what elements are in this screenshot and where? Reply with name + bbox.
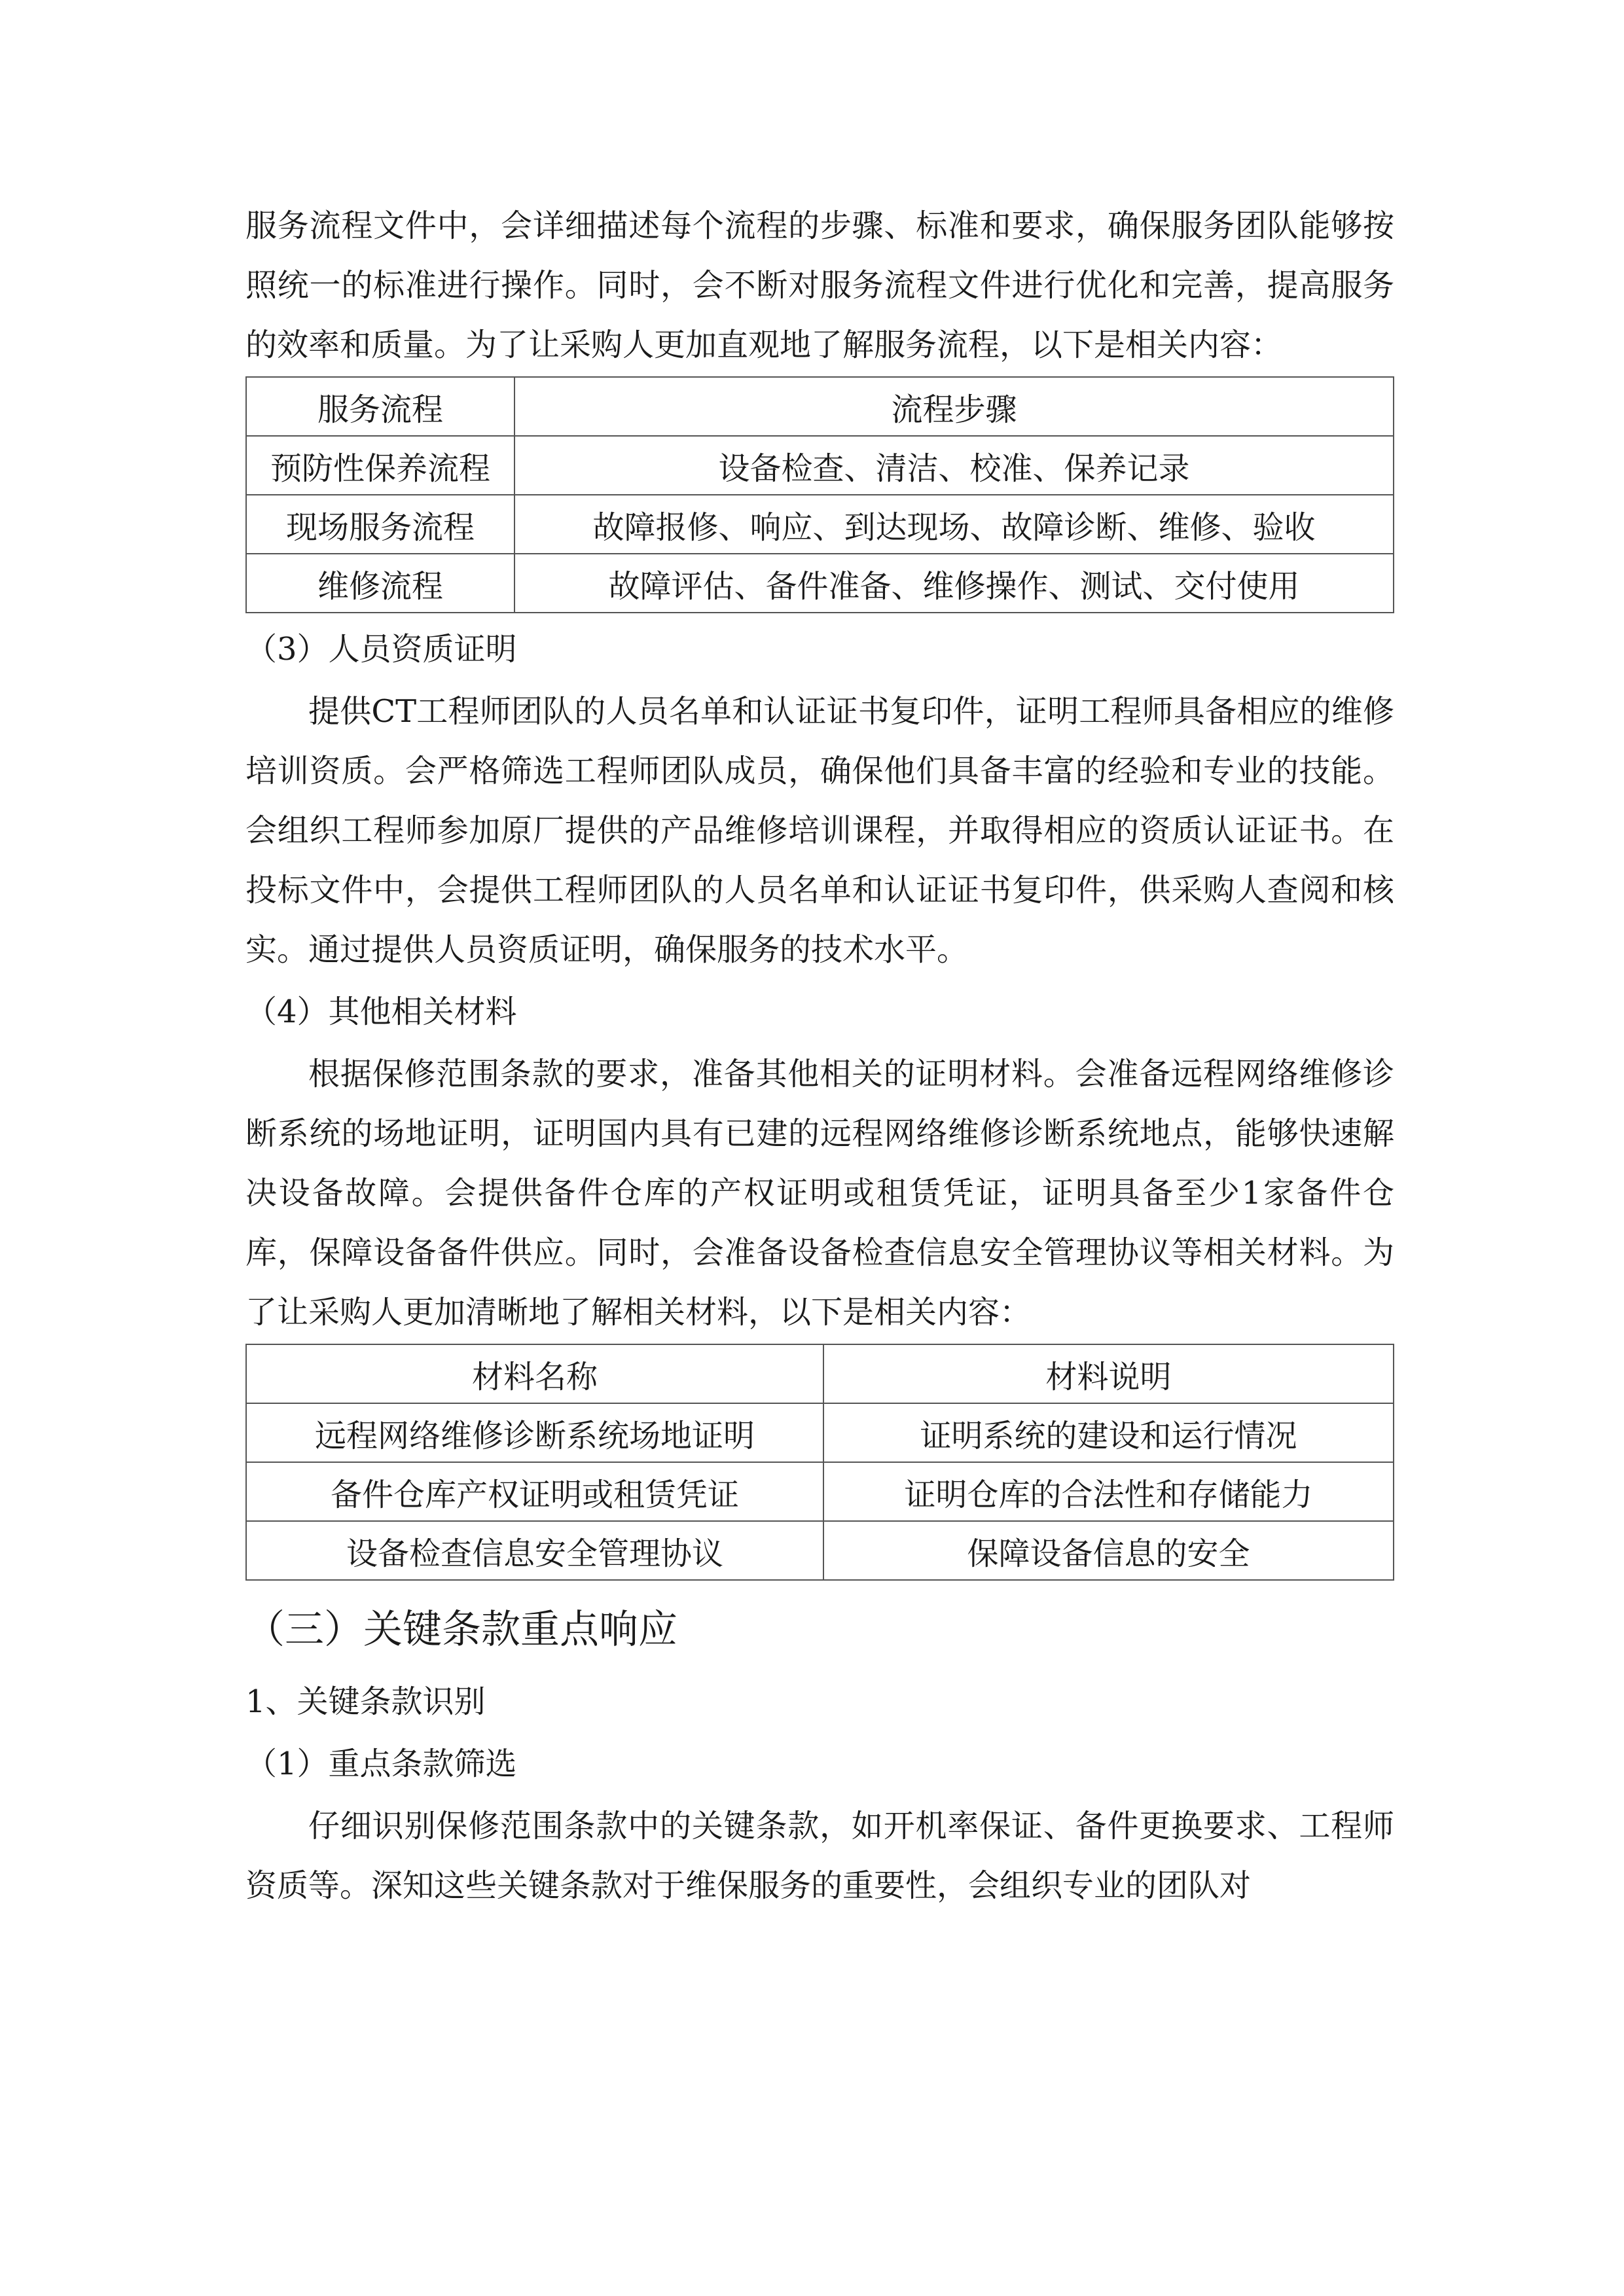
service-process-table (245, 376, 1394, 613)
table-cell: 维修流程 (246, 554, 514, 613)
intro-paragraph: 服务流程文件中，会详细描述每个流程的步骤、标准和要求，确保服务团队能够按照统一的标准进行操作。同时，会不断对服务流程文件进行优化和完善，提高服务的效率和质量。为了让采购人更加直观地了解服务流程，以下是相关内容： (245, 207, 1394, 363)
table-header-cell: 服务流程 (246, 377, 514, 436)
other-materials-paragraph: 根据保修范围条款的要求，准备其他相关的证明材料。会准备远程网络维修诊断系统的场地证明，证明国内具有已建的远程网络维修诊断系统地点，能够快速解决设备故障。会提供备件仓库的产权证明或租赁凭证，证明具备至少1家备件仓库，保障设备备件供应。同时，会准备设备检查信息安全管理协议等相关材料。为了让采购人更加清晰地了解相关材料，以下是相关内容： (245, 1056, 1394, 1331)
table-cell: 证明系统的建设和运行情况 (823, 1403, 1394, 1462)
table-row (246, 1462, 1394, 1521)
materials-table (245, 1344, 1394, 1581)
table-row (246, 436, 1394, 495)
personnel-qualification-paragraph: 提供CT工程师团队的人员名单和认证证书复印件，证明工程师具备相应的维修培训资质。会严格筛选工程师团队成员，确保他们具备丰富的经验和专业的技能。会组织工程师参加原厂提供的产品维修培训课程，并取得相应的资质认证证书。在投标文件中，会提供工程师团队的人员名单和认证证书复印件，供采购人查阅和核实。通过提供人员资质证明，确保服务的技术水平。 (245, 693, 1394, 968)
table-cell: 证明仓库的合法性和存储能力 (823, 1462, 1394, 1521)
table-cell: 保障设备信息的安全 (823, 1521, 1394, 1580)
table-header-cell: 材料名称 (246, 1344, 823, 1403)
table-cell: 预防性保养流程 (246, 436, 514, 495)
subheading-other-materials: （4）其他相关材料 (245, 994, 517, 1030)
item-heading-key-clause-identification: 1、关键条款识别 (245, 1683, 486, 1720)
table-cell: 故障评估、备件准备、维修操作、测试、交付使用 (514, 554, 1394, 613)
table-row (246, 1403, 1394, 1462)
table-cell: 设备检查信息安全管理协议 (246, 1521, 823, 1580)
table-header-row (246, 377, 1394, 436)
materials-table-wrap (245, 1344, 1394, 1581)
table-cell: 备件仓库产权证明或租赁凭证 (246, 1462, 823, 1521)
service-process-table-wrap (245, 376, 1394, 613)
table-cell: 设备检查、清洁、校准、保养记录 (514, 436, 1394, 495)
subheading-key-clause-screening: （1）重点条款筛选 (245, 1746, 517, 1782)
table-row (246, 554, 1394, 613)
table-row (246, 1521, 1394, 1580)
table-cell: 远程网络维修诊断系统场地证明 (246, 1403, 823, 1462)
table-cell: 故障报修、响应、到达现场、故障诊断、维修、验收 (514, 495, 1394, 554)
table-row (246, 495, 1394, 554)
table-cell: 现场服务流程 (246, 495, 514, 554)
table-header-cell: 流程步骤 (514, 377, 1394, 436)
section-heading-key-clauses: （三）关键条款重点响应 (245, 1607, 677, 1653)
subheading-personnel-qualification: （3）人员资质证明 (245, 631, 517, 668)
document-page (245, 196, 1394, 1916)
key-clause-screening-paragraph: 仔细识别保修范围条款中的关键条款，如开机率保证、备件更换要求、工程师资质等。深知这些关键条款对于维保服务的重要性，会组织专业的团队对 (245, 1808, 1394, 1904)
table-header-cell: 材料说明 (823, 1344, 1394, 1403)
table-header-row (246, 1344, 1394, 1403)
